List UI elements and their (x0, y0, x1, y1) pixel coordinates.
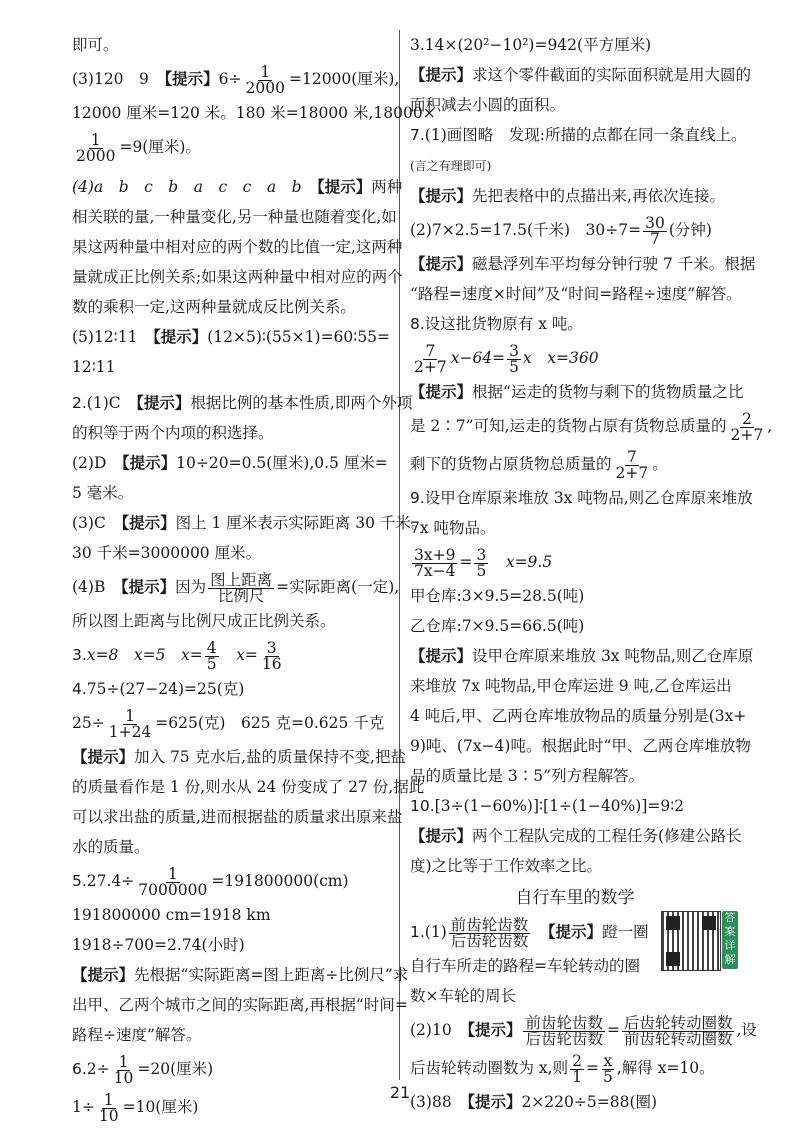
numerator: 3 (266, 638, 277, 657)
hint-label: 【提示】 (410, 647, 473, 665)
numerator: 前齿轮齿数 (450, 915, 529, 934)
fraction (570, 1051, 584, 1086)
hint-label: 【提示】 (410, 66, 473, 84)
text: 加入 75 克水后,盐的质量保持不变,把盐 (134, 748, 406, 766)
numerator: 3 (509, 341, 520, 360)
answer-line (72, 704, 392, 742)
numerator: 3 (476, 545, 487, 564)
hint-label: 【提示】 (410, 827, 473, 845)
fraction (74, 130, 117, 165)
denominator: 2+7 (615, 463, 649, 482)
text: 后齿轮转动圈数为 x,则 (410, 1059, 569, 1077)
bicycle-answers (410, 913, 740, 1011)
text: 量就成正比例关系;如果这两种量中相对应的两个 (72, 268, 403, 286)
numerator: 3x+9 (414, 545, 456, 564)
fraction (412, 341, 449, 376)
numerator: 2 (741, 409, 752, 428)
numerator: 1 (125, 706, 135, 725)
answer-line (72, 1020, 392, 1050)
text: 3.14×(20²−10²)=942(平方厘米) (410, 36, 652, 54)
answer-line (72, 900, 392, 930)
text: 乙仓库:7×9.5=66.5(吨) (410, 617, 585, 635)
denominator: 7x−4 (414, 561, 456, 580)
text: x=9.5 (490, 553, 553, 571)
answer-line (410, 543, 740, 581)
answer-line (410, 120, 747, 150)
text: “路程=速度×时间”及“时间=路程÷速度”解答。 (410, 285, 742, 303)
numerator: 后齿轮转动圈数 (623, 1013, 733, 1032)
answer-line (72, 832, 392, 862)
fraction (729, 409, 766, 444)
fraction (205, 638, 219, 673)
hint-label: 【提示】 (317, 178, 372, 196)
text: 设这批货物原有 x 吨。 (424, 315, 583, 333)
answer-line (410, 279, 740, 309)
text: 7x 吨物品。 (410, 519, 496, 537)
answer-line (410, 483, 753, 513)
question-number: 7. (410, 126, 425, 144)
numerator: 7 (626, 447, 637, 466)
answer-line (410, 641, 754, 671)
fraction (107, 706, 154, 741)
answer-line (72, 742, 406, 772)
answer-line (410, 581, 740, 611)
numerator: 1 (103, 1090, 114, 1109)
numerator: 4 (206, 638, 217, 657)
numerator: 1 (167, 864, 178, 883)
text: 的积等于两个内项的积选择。 (72, 424, 274, 442)
text: 191800000 cm=1918 km (72, 906, 271, 924)
question-number: 3. (72, 646, 87, 664)
text: 度)之比等于工作效率之比。 (410, 857, 603, 875)
qr-code-icon[interactable] (661, 911, 721, 971)
answer-line (72, 960, 409, 990)
answer-line (72, 418, 392, 448)
text: [3÷(1−60%)]∶[1÷(1−40%)]=9∶2 (434, 797, 685, 815)
fraction (244, 62, 287, 97)
denominator: 5 (206, 654, 217, 673)
text: 路程÷速度”解答。 (72, 1026, 202, 1044)
numerator: x (603, 1051, 613, 1070)
fraction (112, 1052, 136, 1087)
question-number: 6. (72, 1060, 87, 1078)
answer-line (72, 292, 392, 322)
fraction (523, 1013, 605, 1048)
fraction (412, 545, 457, 580)
text: 数的乘积一定,这两种量就成反比例关系。 (72, 298, 356, 316)
question-number: 1. (410, 923, 425, 941)
text: (1)画图略 发现:所描的点都在同一条直线上。 (424, 126, 747, 144)
question-number: 5. (72, 872, 87, 890)
hint-label: 【提示】 (136, 394, 191, 412)
answer-line (410, 821, 740, 851)
answer-line (410, 761, 740, 791)
text: 两个工程队完成的工程任务(修建公路长 (472, 827, 742, 845)
denominator: 5 (476, 561, 487, 580)
text: 设甲仓库原来堆放 3x 吨物品,则乙仓库原来堆放 (424, 489, 753, 507)
answer-line (72, 772, 425, 802)
answer-line (410, 211, 740, 249)
hint-label: 【提示】 (547, 923, 603, 941)
text: 2÷ (86, 1060, 110, 1078)
answer-line (410, 611, 740, 641)
text: 25÷ (72, 714, 105, 732)
section-title: 自行车里的数学 (515, 888, 635, 908)
text: ,设 (736, 1021, 757, 1039)
text: x= (220, 646, 258, 664)
text: (1)C (86, 394, 137, 412)
answer-line (410, 60, 752, 90)
fraction (643, 213, 667, 248)
numerator: 30 (645, 213, 665, 232)
text: =191800000(cm) (211, 872, 349, 890)
denominator: 1+24 (108, 722, 152, 741)
answer-line (72, 448, 392, 478)
fraction (601, 1051, 615, 1086)
hint-label: 【提示】 (72, 748, 135, 766)
numerator: 7 (425, 341, 436, 360)
text: 的质量看作是 1 份,则水从 24 份变成了 27 份,据此 (72, 778, 425, 796)
text: ,解得 x=10。 (616, 1059, 715, 1077)
denominator: 1 (572, 1067, 582, 1086)
denominator: 2+7 (414, 357, 447, 376)
answer-line (72, 322, 392, 352)
text: =625(克) 625 克=0.625 千克 (155, 714, 385, 732)
fraction (614, 447, 651, 482)
text: 10÷20=0.5(厘米),0.5 厘米= (176, 454, 388, 472)
answer-line (410, 150, 740, 181)
text: 是 2∶7”可知,运走的货物占原有货物总质量的 (410, 417, 727, 435)
hint-label: 【提示】 (152, 328, 208, 346)
denominator: 2000 (76, 146, 116, 165)
answer-line (410, 445, 740, 483)
text: (分钟) (668, 221, 712, 239)
text: 6÷ (218, 70, 242, 88)
fraction (507, 341, 521, 376)
question-number: 8. (410, 315, 425, 333)
numerator: 1 (90, 130, 101, 149)
answer-line (72, 568, 400, 606)
hint-label: 【提示】 (467, 1021, 522, 1039)
text: (2)D (72, 454, 122, 472)
hint-label: 【提示】 (164, 70, 219, 88)
text: 磁悬浮列车平均每分钟行驶 7 千米。根据 (472, 255, 756, 273)
hint-label: 【提示】 (121, 514, 176, 532)
note: (言之有理即可) (410, 159, 492, 173)
answer-line (410, 851, 740, 881)
text: (5)12∶11 (72, 328, 153, 346)
question-number: 9. (410, 489, 425, 507)
answer-line (410, 377, 744, 407)
text: = (606, 1021, 620, 1039)
denominator: 5 (509, 357, 520, 376)
text: 水的质量。 (72, 838, 150, 856)
question-number: 4. (72, 680, 87, 698)
text: =12000(厘米), (288, 70, 400, 88)
text: 出甲、乙两个城市之间的实际距离,再根据“时间= (72, 996, 408, 1014)
answer-line (72, 60, 400, 98)
text: 12∶11 (72, 358, 116, 376)
text: 30 千米=3000000 厘米。 (72, 544, 262, 562)
text: 果这两种量中相对应的两个数的比值一定,这两种 (72, 238, 403, 256)
text: 自行车所走的路程=车轮转动的圈 (410, 957, 640, 975)
text: 5 毫米。 (72, 484, 134, 502)
text: 相关联的量,一种量变化,另一种量也随着变化,如 (72, 208, 397, 226)
fraction (136, 864, 209, 899)
text: , (767, 417, 773, 435)
answer-line (410, 701, 747, 731)
answer-line (410, 181, 740, 211)
text: = (585, 1059, 599, 1077)
denominator: 2+7 (730, 425, 764, 444)
answer-line (72, 30, 392, 60)
hint-label: 【提示】 (120, 578, 176, 596)
question-number: 10. (410, 797, 435, 815)
answer-line (72, 930, 392, 960)
denominator: 后齿轮齿数 (450, 931, 529, 950)
text: 先根据“实际距离=图上距离÷比例尺”求 (134, 966, 409, 984)
denominator: 7000000 (138, 880, 208, 899)
answer-line (410, 791, 740, 821)
text: (3)88 (410, 1093, 468, 1111)
answer-line (72, 990, 408, 1020)
answer-line (410, 671, 740, 701)
answer-line (410, 1011, 757, 1049)
answer-line (410, 1049, 740, 1087)
text: (1) (424, 923, 447, 941)
denominator: 5 (602, 1067, 613, 1086)
answer-line (72, 862, 392, 900)
text: 所以图上距离与比例尺成正比例关系。 (72, 612, 336, 630)
hint-label: 【提示】 (410, 255, 473, 273)
fraction (260, 638, 284, 673)
text: 来堆放 7x 吨物品,甲仓库运进 9 吨,乙仓库运出 (410, 677, 732, 695)
answer-line (410, 30, 740, 60)
answer-line (410, 731, 751, 761)
question-number: 2. (72, 394, 87, 412)
text: 设甲仓库原来堆放 3x 吨物品,则乙仓库原 (472, 647, 754, 665)
answer-line (410, 249, 756, 279)
answer-line (410, 407, 773, 445)
answer-line (410, 981, 740, 1011)
text: 9)吨、(7x−4)吨。根据此时“甲、乙两仓库堆放物 (410, 737, 751, 755)
answer-detail-badge[interactable]: 答案详解 (722, 911, 738, 969)
text: =实际距离(一定), (276, 578, 400, 596)
denominator: 16 (261, 654, 282, 673)
answer-line (72, 538, 392, 568)
numerator: 1 (260, 62, 271, 81)
denominator: 10 (113, 1068, 134, 1087)
text: (3)120 9 (72, 70, 165, 88)
answer-line (410, 90, 740, 120)
text: 根据“运走的货物与剩下的货物质量之比 (472, 383, 744, 401)
answer-line (72, 674, 392, 704)
text: 4 吨后,甲、乙两仓库堆放物品的质量分别是(3x+ (410, 707, 747, 725)
answer-line (72, 478, 392, 508)
fraction (474, 545, 488, 580)
right-column (410, 30, 773, 1117)
text: =20(厘米) (137, 1060, 214, 1078)
text: 品的质量比是 3∶5”列方程解答。 (410, 767, 645, 785)
answer-line (72, 202, 397, 232)
text: x−64= (450, 349, 506, 367)
text: 可以求出盐的质量,进而根据盐的质量求出原来盐 (72, 808, 403, 826)
text: (2)7×2.5=17.5(千米) 30÷7= (410, 221, 642, 239)
text: = (459, 553, 473, 571)
denominator: 比例尺 (217, 586, 265, 605)
text: 甲仓库:3×9.5=28.5(吨) (410, 587, 585, 605)
text: 75÷(27−24)=25(克) (86, 680, 245, 698)
numerator: 图上距离 (210, 570, 273, 589)
answer-line (410, 513, 740, 543)
denominator: 前齿轮转动圈数 (623, 1029, 733, 1048)
text: 数×车轮的周长 (410, 987, 516, 1005)
text: x x=360 (523, 349, 599, 367)
text: 12000 厘米=120 米。180 米=18000 米,18000× (72, 104, 436, 122)
text: 剩下的货物占原货物总质量的 (410, 455, 612, 473)
answer-line (72, 128, 392, 166)
text: 先把表格中的点描出来,再依次连接。 (472, 187, 725, 205)
denominator: 10 (98, 1106, 119, 1125)
text: 两种 (371, 178, 403, 196)
text: 。 (652, 455, 668, 473)
hint-label: 【提示】 (467, 1093, 522, 1111)
text: 面积减去小圆的面积。 (410, 96, 566, 114)
denominator: 7 (650, 229, 660, 248)
fraction (449, 915, 531, 950)
text: 1÷ (72, 1098, 95, 1116)
page-number: 21 (389, 1083, 411, 1102)
answer-line (72, 636, 392, 674)
answer-line (72, 508, 427, 538)
answer-line (72, 352, 392, 382)
answer-line (410, 309, 740, 339)
text: x=8 x=5 x= (86, 646, 203, 664)
numerator: 1 (118, 1052, 129, 1071)
text: (4)a b c b a c c a b (72, 178, 317, 196)
text: (3)C (72, 514, 122, 532)
answer-line (410, 339, 740, 377)
text: (2)10 (410, 1021, 468, 1039)
text: 即可。 (72, 36, 119, 54)
denominator: 后齿轮齿数 (525, 1029, 603, 1048)
answer-line (72, 802, 403, 832)
hint-label: 【提示】 (72, 966, 135, 984)
text: (4)B (72, 578, 121, 596)
text: 根据比例的基本性质,即两个外项 (190, 394, 413, 412)
hint-label: 【提示】 (121, 454, 177, 472)
answer-line (72, 606, 392, 636)
text: 因为 (175, 578, 207, 596)
text: 1918÷700=2.74(小时) (72, 936, 245, 954)
answer-line (72, 98, 436, 128)
text: 27.4÷ (86, 872, 135, 890)
answer-line (72, 388, 413, 418)
text: =10(厘米) (122, 1098, 199, 1116)
fraction (622, 1013, 735, 1048)
text: 求这个零件截面的实际面积就是用大圆的 (472, 66, 752, 84)
hint-label: 【提示】 (410, 187, 473, 205)
text: 2×220÷5=88(圈) (521, 1093, 658, 1111)
text: (12×5)∶(55×1)=60∶55= (207, 328, 391, 346)
numerator: 前齿轮齿数 (525, 1013, 603, 1032)
text: 蹬一圈 (602, 923, 649, 941)
answer-line (72, 172, 403, 202)
fraction (208, 570, 274, 605)
text: 图上 1 厘米表示实际距离 30 千米。 (175, 514, 427, 532)
text: =9(厘米)。 (119, 138, 201, 156)
answer-line (72, 232, 403, 262)
answer-line (72, 262, 403, 292)
denominator: 2000 (245, 78, 285, 97)
hint-label: 【提示】 (410, 383, 473, 401)
numerator: 2 (572, 1051, 582, 1070)
